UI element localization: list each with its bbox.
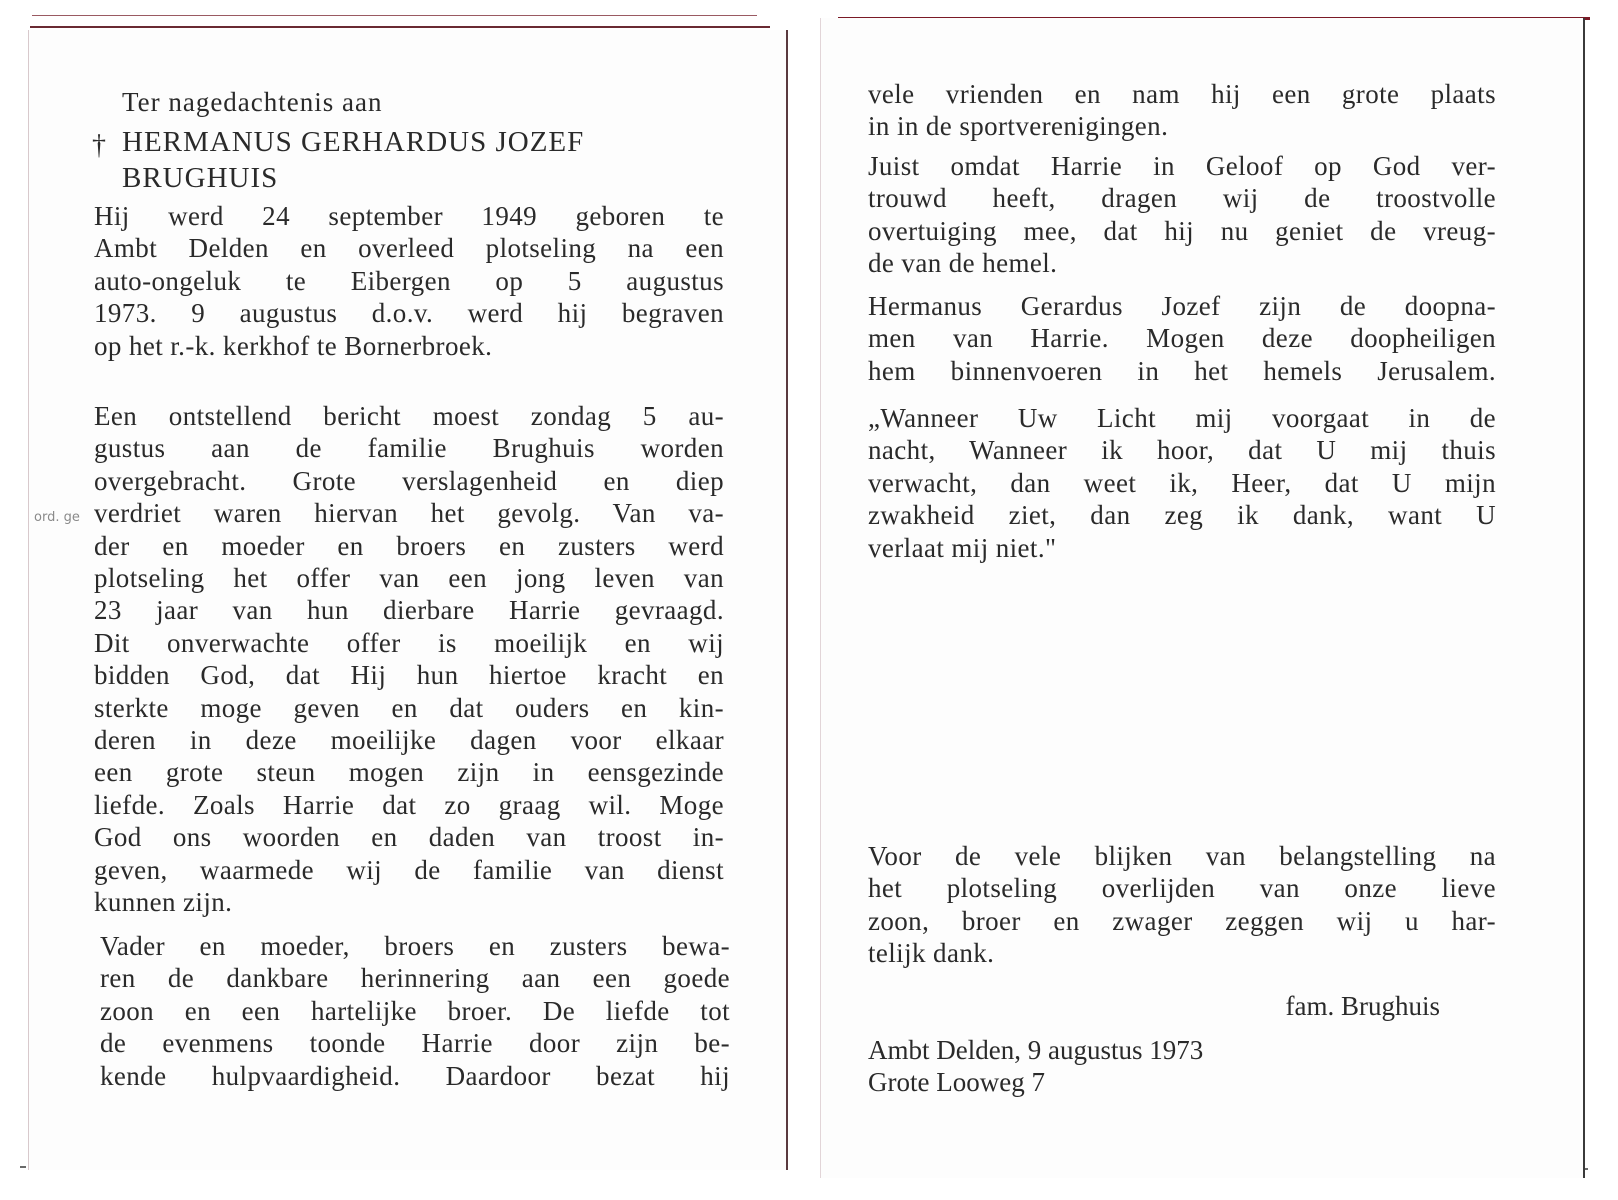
text-line: der en moeder en broers en zusters werd	[94, 530, 724, 561]
text-line: de van de hemel.	[868, 248, 1058, 279]
text-line: plotseling het offer van een jong leven van	[94, 563, 724, 594]
text-line: deren in deze moeilijke dagen voor elkaar	[94, 725, 724, 756]
text-line: zwakheid ziet, dan zeg ik dank, want U	[868, 500, 1496, 531]
cross-icon: †	[92, 130, 106, 161]
text-line: trouwd heeft, dragen wij de troostvolle	[868, 183, 1496, 214]
faith-paragraph	[868, 150, 1496, 280]
place-date-address	[868, 1034, 1203, 1098]
name-line-1: HERMANUS GERHARDUS JOZEF	[122, 126, 585, 158]
birth-death-paragraph	[94, 200, 724, 362]
text-line: overgebracht. Grote verslagenheid en diep	[94, 465, 724, 496]
text-line: men van Harrie. Mogen deze doopheiligen	[868, 323, 1496, 354]
text-line: het plotseling overlijden van onze lieve	[868, 873, 1496, 904]
text-line: vele vrienden en nam hij een grote plaats	[868, 79, 1496, 109]
top-rule-left-outer	[32, 15, 757, 16]
top-rule-left	[30, 26, 770, 28]
text-line: telijk dank.	[868, 938, 995, 969]
text-line: kunnen zijn.	[94, 887, 233, 918]
text-line: Ambt Delden en overleed plotseling na een	[94, 233, 724, 264]
text-line: auto-ongeluk te Eibergen op 5 augustus	[94, 265, 724, 296]
text-line: op het r.-k. kerkhof te Bornerbroek.	[94, 330, 493, 361]
text-line: kende hulpvaardigheid. Daardoor bezat hij	[100, 1060, 730, 1091]
text-line: zoon en een hartelijke broer. De liefde tot	[100, 995, 730, 1026]
address: Grote Looweg 7	[868, 1067, 1045, 1097]
text-line: Hij werd 24 september 1949 geboren te	[94, 201, 724, 231]
place-date: Ambt Delden, 9 augustus 1973	[868, 1035, 1204, 1065]
text-line: nacht, Wanneer ik hoor, dat U mij thuis	[868, 435, 1496, 466]
text-line: God ons woorden en daden van troost in-	[94, 822, 724, 853]
text-line: geven, waarmede wij de familie van dienst	[94, 854, 724, 885]
family-memory-paragraph	[100, 930, 730, 1092]
text-line: sterkte moge geven en dat ouders en kin-	[94, 692, 724, 723]
text-line: Een ontstellend bericht moest zondag 5 au-	[94, 401, 724, 431]
text-line: in in de sportverenigingen.	[868, 111, 1169, 142]
text-line: ren de dankbare herinnering aan een goede	[100, 963, 730, 994]
family-signature: fam. Brughuis	[1285, 991, 1440, 1021]
text-line: „Wanneer Uw Licht mij voorgaat in de	[868, 403, 1496, 433]
text-line: overtuiging mee, dat hij nu geniet de vreug-	[868, 215, 1496, 246]
text-line: bidden God, dat Hij hun hiertoe kracht en	[94, 660, 724, 691]
text-line: verlaat mij niet."	[868, 532, 1057, 563]
text-line: gustus aan de familie Brughuis worden	[94, 433, 724, 464]
text-line: hem binnenvoeren in het hemels Jerusalem.	[868, 355, 1496, 386]
text-line: verwacht, dan weet ik, Heer, dat U mijn	[868, 467, 1496, 498]
name-line-2: BRUGHUIS	[122, 162, 279, 194]
prayer-quote	[868, 402, 1496, 564]
text-line: de evenmens toonde Harrie door zijn be-	[100, 1028, 730, 1059]
text-line: 1973. 9 augustus d.o.v. werd hij begraven	[94, 298, 724, 329]
text-line: 23 jaar van hun dierbare Harrie gevraagd.	[94, 595, 724, 626]
margin-stamp-mark: ord. ge	[34, 510, 80, 525]
tribute-paragraph	[94, 400, 724, 919]
deceased-name	[122, 124, 584, 196]
text-line: zoon, broer en zwager zeggen wij u har-	[868, 905, 1496, 936]
text-line: Juist omdat Harrie in Geloof op God ver-	[868, 151, 1496, 181]
text-line: Hermanus Gerardus Jozef zijn de doopna-	[868, 291, 1496, 321]
text-line: Voor de vele blijken van belangstelling na	[868, 841, 1496, 871]
text-line: liefde. Zoals Harrie dat zo graag wil. Moge	[94, 789, 724, 820]
thanks-paragraph	[868, 840, 1496, 970]
text-line: een grote steun mogen zijn in eensgezinde	[94, 757, 724, 788]
baptismal-names-paragraph	[868, 290, 1496, 387]
text-line: verdriet waren hiervan het gevolg. Van va-	[94, 498, 724, 529]
friends-paragraph	[868, 78, 1496, 143]
text-line: Vader en moeder, broers en zusters bewa-	[100, 931, 730, 961]
intro-heading: Ter nagedachtenis aan	[122, 87, 383, 117]
text-line: Dit onverwachte offer is moeilijk en wij	[94, 627, 724, 658]
